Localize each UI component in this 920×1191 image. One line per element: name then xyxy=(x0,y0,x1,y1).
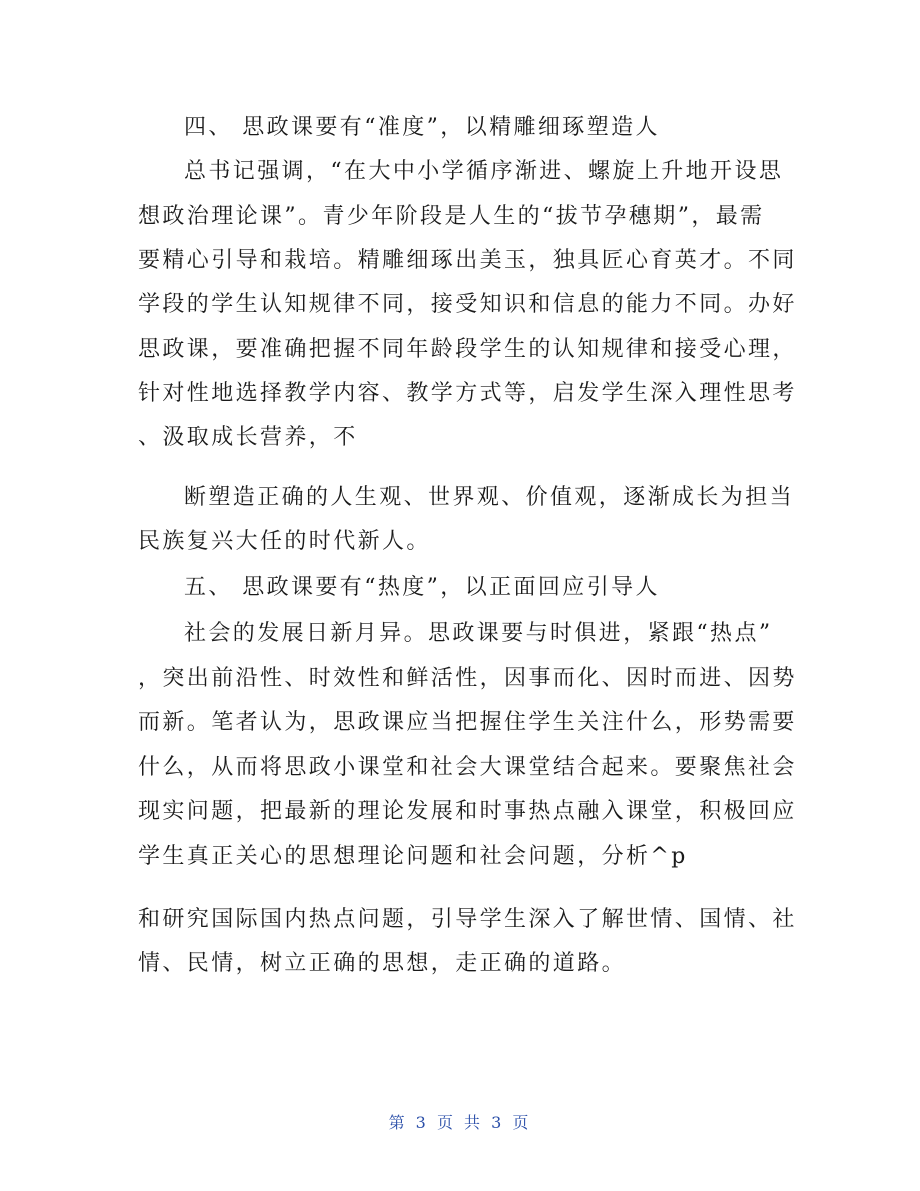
paragraph-line: 学段的学生认知规律不同，接受知识和信息的能力不同。办好 xyxy=(138,292,797,317)
paragraph-line: 社会的发展日新月异。思政课要与时俱进，紧跟“热点” xyxy=(184,621,773,646)
paragraph-line: 总书记强调，“在大中小学循序渐进、螺旋上升地开设思 xyxy=(184,159,784,184)
paragraph-line: 思政课，要准确把握不同年龄段学生的认知规律和接受心理， xyxy=(138,337,797,362)
paragraph-line: 民族复兴大任的时代新人。 xyxy=(138,529,431,554)
section-heading-five: 五、 思政课要有“热度”，以正面回应引导人 xyxy=(184,575,660,600)
paragraph-line: ，突出前沿性、时效性和鲜活性，因事而化、因时而进、因势 xyxy=(138,666,797,691)
paragraph-line: 断塑造正确的人生观、世界观、价值观，逐渐成长为担当 xyxy=(184,485,795,510)
paragraph-line: 现实问题，把最新的理论发展和时事热点融入课堂，积极回应 xyxy=(138,799,797,824)
paragraph-line: 什么，从而将思政小课堂和社会大课堂结合起来。要聚焦社会 xyxy=(138,755,797,780)
paragraph-line: 想政治理论课”。青少年阶段是人生的“拔节孕穗期”，最需 xyxy=(138,204,765,229)
section-heading-four: 四、 思政课要有“准度”，以精雕细琢塑造人 xyxy=(184,115,660,140)
paragraph-line: 针对性地选择教学内容、教学方式等，启发学生深入理性思考 xyxy=(138,381,797,406)
page-number-footer: 第 3 页 共 3 页 xyxy=(388,1113,532,1132)
paragraph-line: 学生真正关心的思想理论问题和社会问题，分析^p xyxy=(138,844,688,869)
paragraph-line: 和研究国际国内热点问题，引导学生深入了解世情、国情、社 xyxy=(138,907,797,932)
paragraph-line: 情、民情，树立正确的思想，走正确的道路。 xyxy=(138,951,627,976)
paragraph-line: 要精心引导和栽培。精雕细琢出美玉，独具匠心育英才。不同 xyxy=(138,248,797,273)
paragraph-line: 、汲取成长营养，不 xyxy=(138,425,358,450)
paragraph-line: 而新。笔者认为，思政课应当把握住学生关注什么，形势需要 xyxy=(138,710,797,735)
